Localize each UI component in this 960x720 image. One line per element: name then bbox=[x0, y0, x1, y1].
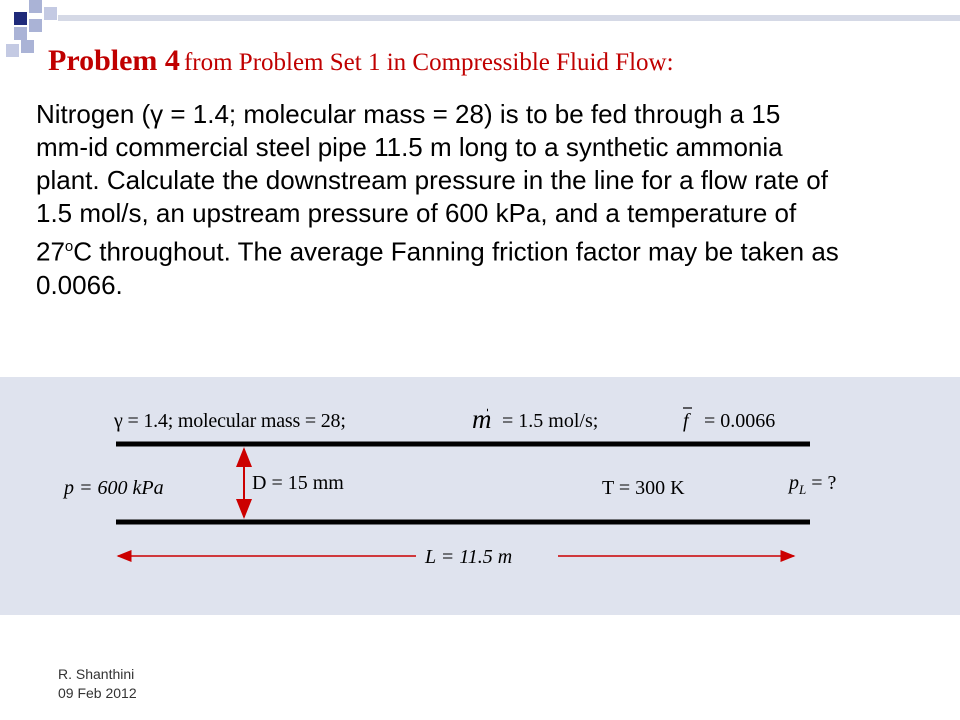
friction-symbol: f bbox=[683, 410, 689, 432]
problem-line-4: 1.5 mol/s, an upstream pressure of 600 kPa, and a temperature of bbox=[36, 198, 797, 228]
pL-subscript: L bbox=[799, 482, 807, 497]
problem-line-3: plant. Calculate the downstream pressure in the line for a flow rate of bbox=[36, 165, 828, 195]
title-rest: from Problem Set 1 in Compressible Fluid Flow: bbox=[183, 49, 674, 76]
gamma-molecular-mass-label: γ = 1.4; molecular mass = 28; bbox=[114, 410, 346, 432]
temp-value: 27 bbox=[36, 236, 65, 267]
upstream-pressure-label: p = 600 kPa bbox=[64, 477, 164, 499]
length-label: L = 11.5 m bbox=[425, 546, 513, 568]
problem-line-2: mm-id commercial steel pipe 11.5 m long to a synthetic ammonia bbox=[36, 132, 783, 162]
temperature-label: T = 300 K bbox=[602, 477, 685, 499]
degree-sup: o bbox=[64, 238, 74, 255]
downstream-pressure-label bbox=[789, 472, 836, 498]
mass-flow-symbol: m bbox=[472, 404, 492, 434]
problem-line-1: Nitrogen (γ = 1.4; molecular mass = 28) is to be fed through a 15 bbox=[36, 99, 781, 129]
problem-line-5-rest: C throughout. The average Fanning friction factor may be taken as bbox=[73, 236, 839, 267]
footer-date: 09 Feb 2012 bbox=[58, 685, 137, 701]
title-main: Problem 4 bbox=[48, 44, 180, 77]
problem-line-6: 0.0066. bbox=[36, 269, 123, 300]
mass-flow-value: = 1.5 mol/s; bbox=[502, 410, 599, 432]
footer-author: R. Shanthini bbox=[58, 666, 135, 682]
diameter-label: D = 15 mm bbox=[252, 472, 344, 494]
pL-symbol: p bbox=[789, 472, 799, 494]
friction-value: = 0.0066 bbox=[704, 410, 776, 432]
pL-value: = ? bbox=[806, 472, 837, 494]
